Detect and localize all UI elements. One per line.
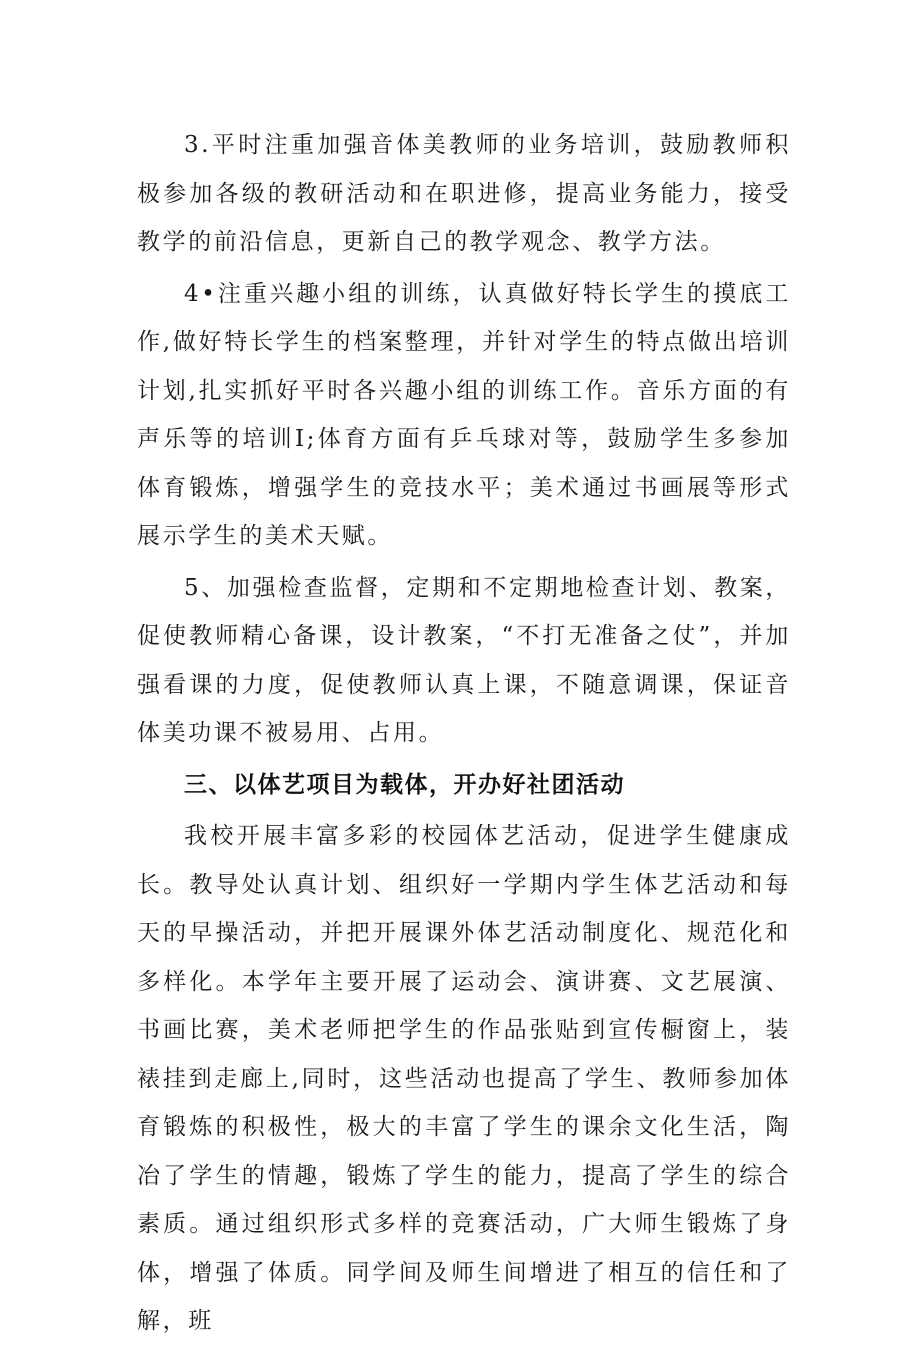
paragraph-item-3: 3.平时注重加强音体美教师的业务培训，鼓励教师积极参加各级的教研活动和在职进修，提高业务能力，接受教学的前沿信息，更新自己的教学观念、教学方法。: [137, 132, 791, 255]
document-body: [137, 121, 791, 1349]
section-body-paragraph: 我校开展丰富多彩的校园体艺活动，促进学生健康成长。教导处认真计划、组织好一学期内学生体艺活动和每天的早操活动，并把开展课外体艺活动制度化、规范化和多样化。本学年主要开展了运动会、演讲赛、文艺展演、书画比赛，美术老师把学生的作品张贴到宣传橱窗上，装裱挂到走廊上,同时，这些活动也提高了学生、教师参加体育锻炼的积极性，极大的丰富了学生的课余文化生活，陶冶了学生的情趣，锻炼了学生的能力，提高了学生的综合素质。通过组织形式多样的竞赛活动，广大师生锻炼了身体，增强了体质。同学间及师生间增进了相互的信任和了解，班: [137, 823, 791, 1334]
paragraph-item-5: 5、加强检查监督，定期和不定期地检查计划、教案，促使教师精心备课，设计教案，“不打无准备之仗”，并加强看课的力度，促使教师认真上课，不随意调课，保证音体美功课不被易用、占用。: [137, 574, 791, 746]
paragraph-item-4: 4•注重兴趣小组的训练，认真做好特长学生的摸底工作,做好特长学生的档案整理，并针对学生的特点做出培训计划,扎实抓好平时各兴趣小组的训练工作。音乐方面的有声乐等的培训I;体育方面有乒乓球对等，鼓励学生多参加体育锻炼，增强学生的竞技水平；美术通过书画展等形式展示学生的美术天赋。: [137, 280, 791, 549]
section-heading: 三、以体艺项目为载体，开办好社团活动: [184, 771, 625, 798]
